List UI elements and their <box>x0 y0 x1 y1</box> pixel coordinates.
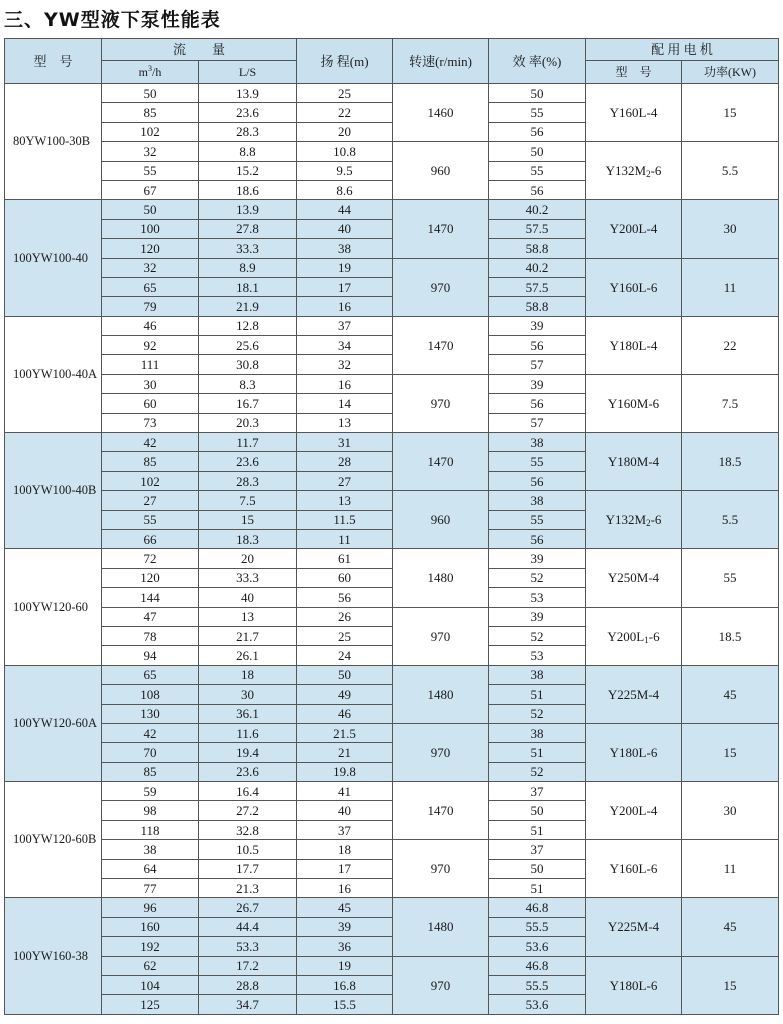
efficiency-cell: 40.2 <box>489 200 586 219</box>
efficiency-cell: 56 <box>489 394 586 413</box>
header-motor: 配 用 电 机 <box>586 39 779 61</box>
flow-ls-cell: 23.6 <box>199 452 297 471</box>
efficiency-cell: 57 <box>489 413 586 432</box>
flow-m3h-cell: 102 <box>102 122 199 141</box>
flow-m3h-cell: 160 <box>102 917 199 936</box>
flow-m3h-cell: 73 <box>102 413 199 432</box>
flow-ls-cell: 27.2 <box>199 801 297 820</box>
efficiency-cell: 55 <box>489 452 586 471</box>
flow-ls-cell: 40 <box>199 588 297 607</box>
motor-model-cell: Y160L-6 <box>586 258 682 316</box>
flow-ls-cell: 28.3 <box>199 122 297 141</box>
efficiency-cell: 52 <box>489 762 586 781</box>
flow-ls-cell: 15.2 <box>199 161 297 180</box>
head-cell: 22 <box>297 103 393 122</box>
motor-power-cell: 5.5 <box>682 142 779 200</box>
efficiency-cell: 39 <box>489 316 586 335</box>
flow-ls-cell: 17.7 <box>199 859 297 878</box>
motor-power-cell: 18.5 <box>682 607 779 665</box>
efficiency-cell: 51 <box>489 820 586 839</box>
model-group <box>5 433 779 549</box>
speed-cell: 970 <box>393 374 489 432</box>
motor-power-cell: 45 <box>682 898 779 956</box>
flow-m3h-cell: 118 <box>102 820 199 839</box>
table-row <box>5 316 779 335</box>
flow-m3h-cell: 46 <box>102 316 199 335</box>
table-row <box>5 723 779 742</box>
efficiency-cell: 56 <box>489 336 586 355</box>
model-cell: 100YW120-60B <box>5 782 102 898</box>
efficiency-cell: 56 <box>489 180 586 199</box>
motor-model-cell: Y160M-6 <box>586 374 682 432</box>
flow-ls-cell: 44.4 <box>199 917 297 936</box>
head-cell: 45 <box>297 898 393 917</box>
flow-m3h-cell: 111 <box>102 355 199 374</box>
efficiency-cell: 52 <box>489 626 586 645</box>
efficiency-cell: 56 <box>489 471 586 490</box>
flow-ls-cell: 26.1 <box>199 646 297 665</box>
flow-ls-cell: 30 <box>199 685 297 704</box>
head-cell: 25 <box>297 626 393 645</box>
speed-cell: 970 <box>393 258 489 316</box>
motor-power-cell: 15 <box>682 84 779 142</box>
head-cell: 8.6 <box>297 180 393 199</box>
speed-cell: 960 <box>393 142 489 200</box>
head-cell: 36 <box>297 937 393 956</box>
motor-power-cell: 11 <box>682 258 779 316</box>
efficiency-cell: 39 <box>489 374 586 393</box>
header-flow-m3h: $m^3/h$ <box>102 61 199 84</box>
table-row <box>5 607 779 626</box>
flow-ls-cell: 19.4 <box>199 743 297 762</box>
header-speed: 转速(r/min) <box>393 39 489 84</box>
motor-model-cell: $Y132M_2-6$ <box>586 491 682 549</box>
flow-ls-cell: 16.7 <box>199 394 297 413</box>
flow-m3h-cell: 67 <box>102 180 199 199</box>
flow-m3h-cell: 32 <box>102 258 199 277</box>
efficiency-cell: 38 <box>489 433 586 452</box>
efficiency-cell: 51 <box>489 743 586 762</box>
model-cell: 100YW100-40B <box>5 433 102 549</box>
table-row <box>5 433 779 452</box>
flow-m3h-cell: 102 <box>102 471 199 490</box>
head-cell: 27 <box>297 471 393 490</box>
head-cell: 19 <box>297 258 393 277</box>
head-cell: 24 <box>297 646 393 665</box>
head-cell: 40 <box>297 219 393 238</box>
flow-m3h-cell: 104 <box>102 975 199 994</box>
head-cell: 10.8 <box>297 142 393 161</box>
efficiency-cell: 38 <box>489 723 586 742</box>
efficiency-cell: 46.8 <box>489 898 586 917</box>
flow-m3h-cell: 47 <box>102 607 199 626</box>
efficiency-cell: 51 <box>489 879 586 898</box>
flow-m3h-cell: 59 <box>102 782 199 801</box>
head-cell: 17 <box>297 277 393 296</box>
header-flow: 流 量 <box>102 39 297 61</box>
flow-m3h-cell: 65 <box>102 277 199 296</box>
head-cell: 20 <box>297 122 393 141</box>
motor-model-cell: Y250M-4 <box>586 549 682 607</box>
efficiency-cell: 52 <box>489 704 586 723</box>
efficiency-cell: 46.8 <box>489 956 586 975</box>
flow-m3h-cell: 70 <box>102 743 199 762</box>
efficiency-cell: 40.2 <box>489 258 586 277</box>
motor-power-cell: 7.5 <box>682 374 779 432</box>
flow-ls-cell: 20 <box>199 549 297 568</box>
flow-ls-cell: 23.6 <box>199 103 297 122</box>
flow-ls-cell: 21.7 <box>199 626 297 645</box>
head-cell: 21 <box>297 743 393 762</box>
flow-ls-cell: 12.8 <box>199 316 297 335</box>
head-cell: 28 <box>297 452 393 471</box>
speed-cell: 970 <box>393 840 489 898</box>
speed-cell: 1460 <box>393 84 489 142</box>
efficiency-cell: 58.8 <box>489 297 586 316</box>
flow-m3h-cell: 98 <box>102 801 199 820</box>
flow-m3h-cell: 77 <box>102 879 199 898</box>
flow-ls-cell: 13.9 <box>199 84 297 103</box>
efficiency-cell: 55 <box>489 161 586 180</box>
speed-cell: 1480 <box>393 898 489 956</box>
flow-m3h-cell: 130 <box>102 704 199 723</box>
motor-power-cell: 11 <box>682 840 779 898</box>
speed-cell: 970 <box>393 723 489 781</box>
head-cell: 37 <box>297 820 393 839</box>
motor-model-cell: Y180L-6 <box>586 956 682 1014</box>
flow-ls-cell: 23.6 <box>199 762 297 781</box>
flow-m3h-cell: 32 <box>102 142 199 161</box>
head-cell: 49 <box>297 685 393 704</box>
motor-model-cell: Y180L-6 <box>586 723 682 781</box>
flow-m3h-cell: 96 <box>102 898 199 917</box>
model-cell: 100YW100-40 <box>5 200 102 316</box>
page-title: 三、YW型液下泵性能表 <box>4 9 221 31</box>
head-cell: 31 <box>297 433 393 452</box>
head-cell: 17 <box>297 859 393 878</box>
header-motor-model: 型 号 <box>586 61 682 84</box>
head-cell: 19.8 <box>297 762 393 781</box>
flow-m3h-cell: 79 <box>102 297 199 316</box>
flow-m3h-cell: 192 <box>102 937 199 956</box>
flow-m3h-cell: 108 <box>102 685 199 704</box>
flow-m3h-cell: 72 <box>102 549 199 568</box>
flow-m3h-cell: 62 <box>102 956 199 975</box>
flow-ls-cell: 28.8 <box>199 975 297 994</box>
flow-m3h-cell: 94 <box>102 646 199 665</box>
head-cell: 16 <box>297 297 393 316</box>
flow-ls-cell: 17.2 <box>199 956 297 975</box>
speed-cell: 1470 <box>393 782 489 840</box>
efficiency-cell: 56 <box>489 529 586 548</box>
motor-power-cell: 45 <box>682 665 779 723</box>
efficiency-cell: 38 <box>489 491 586 510</box>
flow-ls-cell: 8.8 <box>199 142 297 161</box>
flow-ls-cell: 53.3 <box>199 937 297 956</box>
flow-ls-cell: 18.1 <box>199 277 297 296</box>
speed-cell: 970 <box>393 956 489 1014</box>
flow-ls-cell: 25.6 <box>199 336 297 355</box>
efficiency-cell: 53 <box>489 588 586 607</box>
head-cell: 14 <box>297 394 393 413</box>
table-row <box>5 491 779 510</box>
motor-power-cell: 55 <box>682 549 779 607</box>
table-row <box>5 142 779 161</box>
efficiency-cell: 52 <box>489 568 586 587</box>
motor-model-cell: Y160L-4 <box>586 84 682 142</box>
table-row <box>5 782 779 801</box>
flow-ls-cell: 8.9 <box>199 258 297 277</box>
motor-model-cell: Y225M-4 <box>586 898 682 956</box>
flow-ls-cell: 27.8 <box>199 219 297 238</box>
motor-model-cell: $Y132M_2-6$ <box>586 142 682 200</box>
speed-cell: 1470 <box>393 316 489 374</box>
model-cell: 100YW120-60 <box>5 549 102 665</box>
flow-m3h-cell: 55 <box>102 161 199 180</box>
head-cell: 61 <box>297 549 393 568</box>
flow-m3h-cell: 144 <box>102 588 199 607</box>
motor-model-cell: Y200L-4 <box>586 782 682 840</box>
flow-m3h-cell: 78 <box>102 626 199 645</box>
flow-m3h-cell: 42 <box>102 723 199 742</box>
flow-m3h-cell: 120 <box>102 239 199 258</box>
head-cell: 15.5 <box>297 995 393 1014</box>
head-cell: 38 <box>297 239 393 258</box>
motor-model-cell: Y200L-4 <box>586 200 682 258</box>
flow-m3h-cell: 50 <box>102 200 199 219</box>
motor-model-cell: Y180L-4 <box>586 316 682 374</box>
flow-ls-cell: 18.3 <box>199 529 297 548</box>
model-group <box>5 549 779 665</box>
head-cell: 16.8 <box>297 975 393 994</box>
motor-power-cell: 5.5 <box>682 491 779 549</box>
flow-ls-cell: 26.7 <box>199 898 297 917</box>
head-cell: 34 <box>297 336 393 355</box>
table-header <box>5 39 779 84</box>
speed-cell: 960 <box>393 491 489 549</box>
model-cell: 100YW100-40A <box>5 316 102 432</box>
efficiency-cell: 53.6 <box>489 937 586 956</box>
flow-ls-cell: 28.3 <box>199 471 297 490</box>
flow-ls-cell: 7.5 <box>199 491 297 510</box>
flow-ls-cell: 21.3 <box>199 879 297 898</box>
efficiency-cell: 55 <box>489 103 586 122</box>
motor-power-cell: 30 <box>682 200 779 258</box>
table-row <box>5 665 779 684</box>
efficiency-cell: 55 <box>489 510 586 529</box>
flow-ls-cell: 21.9 <box>199 297 297 316</box>
head-cell: 50 <box>297 665 393 684</box>
efficiency-cell: 58.8 <box>489 239 586 258</box>
flow-ls-cell: 11.6 <box>199 723 297 742</box>
head-cell: 39 <box>297 917 393 936</box>
flow-m3h-cell: 27 <box>102 491 199 510</box>
efficiency-cell: 51 <box>489 685 586 704</box>
flow-m3h-cell: 85 <box>102 762 199 781</box>
table-row <box>5 898 779 917</box>
model-group <box>5 316 779 432</box>
flow-m3h-cell: 38 <box>102 840 199 859</box>
head-cell: 41 <box>297 782 393 801</box>
head-cell: 26 <box>297 607 393 626</box>
motor-power-cell: 22 <box>682 316 779 374</box>
model-group <box>5 898 779 1014</box>
pump-performance-table <box>4 38 779 1015</box>
model-group <box>5 782 779 898</box>
efficiency-cell: 38 <box>489 665 586 684</box>
model-cell: 100YW120-60A <box>5 665 102 781</box>
flow-m3h-cell: 55 <box>102 510 199 529</box>
flow-m3h-cell: 60 <box>102 394 199 413</box>
table-row <box>5 840 779 859</box>
header-model: 型 号 <box>5 39 102 84</box>
flow-m3h-cell: 100 <box>102 219 199 238</box>
motor-model-cell: Y160L-6 <box>586 840 682 898</box>
flow-ls-cell: 8.3 <box>199 374 297 393</box>
flow-ls-cell: 30.8 <box>199 355 297 374</box>
efficiency-cell: 50 <box>489 84 586 103</box>
head-cell: 19 <box>297 956 393 975</box>
flow-ls-cell: 18.6 <box>199 180 297 199</box>
flow-m3h-cell: 125 <box>102 995 199 1014</box>
model-group <box>5 200 779 316</box>
flow-ls-cell: 34.7 <box>199 995 297 1014</box>
speed-cell: 1470 <box>393 433 489 491</box>
efficiency-cell: 39 <box>489 549 586 568</box>
model-cell: 80YW100-30B <box>5 84 102 200</box>
header-head: 扬 程(m) <box>297 39 393 84</box>
flow-m3h-cell: 92 <box>102 336 199 355</box>
head-cell: 9.5 <box>297 161 393 180</box>
table-row <box>5 956 779 975</box>
table-row <box>5 549 779 568</box>
flow-m3h-cell: 30 <box>102 374 199 393</box>
model-cell: 100YW160-38 <box>5 898 102 1014</box>
speed-cell: 1470 <box>393 200 489 258</box>
flow-ls-cell: 13 <box>199 607 297 626</box>
motor-power-cell: 15 <box>682 723 779 781</box>
motor-power-cell: 15 <box>682 956 779 1014</box>
motor-power-cell: 18.5 <box>682 433 779 491</box>
flow-m3h-cell: 65 <box>102 665 199 684</box>
motor-model-cell: Y225M-4 <box>586 665 682 723</box>
flow-ls-cell: 33.3 <box>199 239 297 258</box>
flow-m3h-cell: 85 <box>102 103 199 122</box>
efficiency-cell: 53 <box>489 646 586 665</box>
header-motor-power: 功率(KW) <box>682 61 779 84</box>
table-row <box>5 258 779 277</box>
speed-cell: 1480 <box>393 665 489 723</box>
flow-ls-cell: 15 <box>199 510 297 529</box>
efficiency-cell: 55.5 <box>489 917 586 936</box>
flow-m3h-cell: 120 <box>102 568 199 587</box>
flow-m3h-cell: 50 <box>102 84 199 103</box>
head-cell: 56 <box>297 588 393 607</box>
head-cell: 16 <box>297 374 393 393</box>
head-cell: 16 <box>297 879 393 898</box>
motor-power-cell: 30 <box>682 782 779 840</box>
head-cell: 46 <box>297 704 393 723</box>
header-efficiency: 效 率(%) <box>489 39 586 84</box>
table-row <box>5 374 779 393</box>
efficiency-cell: 37 <box>489 840 586 859</box>
model-group <box>5 84 779 200</box>
head-cell: 21.5 <box>297 723 393 742</box>
head-cell: 32 <box>297 355 393 374</box>
flow-ls-cell: 18 <box>199 665 297 684</box>
table-row <box>5 200 779 219</box>
efficiency-cell: 37 <box>489 782 586 801</box>
table-row <box>5 84 779 103</box>
speed-cell: 1480 <box>393 549 489 607</box>
flow-ls-cell: 20.3 <box>199 413 297 432</box>
efficiency-cell: 39 <box>489 607 586 626</box>
head-cell: 37 <box>297 316 393 335</box>
efficiency-cell: 53.6 <box>489 995 586 1014</box>
flow-ls-cell: 32.8 <box>199 820 297 839</box>
model-group <box>5 665 779 781</box>
flow-ls-cell: 13.9 <box>199 200 297 219</box>
flow-ls-cell: 33.3 <box>199 568 297 587</box>
flow-m3h-cell: 66 <box>102 529 199 548</box>
efficiency-cell: 57 <box>489 355 586 374</box>
flow-ls-cell: 16.4 <box>199 782 297 801</box>
efficiency-cell: 50 <box>489 142 586 161</box>
head-cell: 44 <box>297 200 393 219</box>
head-cell: 60 <box>297 568 393 587</box>
head-cell: 11.5 <box>297 510 393 529</box>
flow-ls-cell: 11.7 <box>199 433 297 452</box>
efficiency-cell: 50 <box>489 859 586 878</box>
motor-model-cell: Y180M-4 <box>586 433 682 491</box>
head-cell: 11 <box>297 529 393 548</box>
head-cell: 40 <box>297 801 393 820</box>
head-cell: 13 <box>297 491 393 510</box>
efficiency-cell: 57.5 <box>489 219 586 238</box>
head-cell: 13 <box>297 413 393 432</box>
efficiency-cell: 57.5 <box>489 277 586 296</box>
flow-m3h-cell: 85 <box>102 452 199 471</box>
efficiency-cell: 56 <box>489 122 586 141</box>
head-cell: 18 <box>297 840 393 859</box>
flow-m3h-cell: 42 <box>102 433 199 452</box>
flow-ls-cell: 10.5 <box>199 840 297 859</box>
efficiency-cell: 55.5 <box>489 975 586 994</box>
flow-ls-cell: 36.1 <box>199 704 297 723</box>
header-flow-ls: L/S <box>199 61 297 84</box>
speed-cell: 970 <box>393 607 489 665</box>
head-cell: 25 <box>297 84 393 103</box>
efficiency-cell: 50 <box>489 801 586 820</box>
flow-m3h-cell: 64 <box>102 859 199 878</box>
motor-model-cell: $Y200L_1-6$ <box>586 607 682 665</box>
